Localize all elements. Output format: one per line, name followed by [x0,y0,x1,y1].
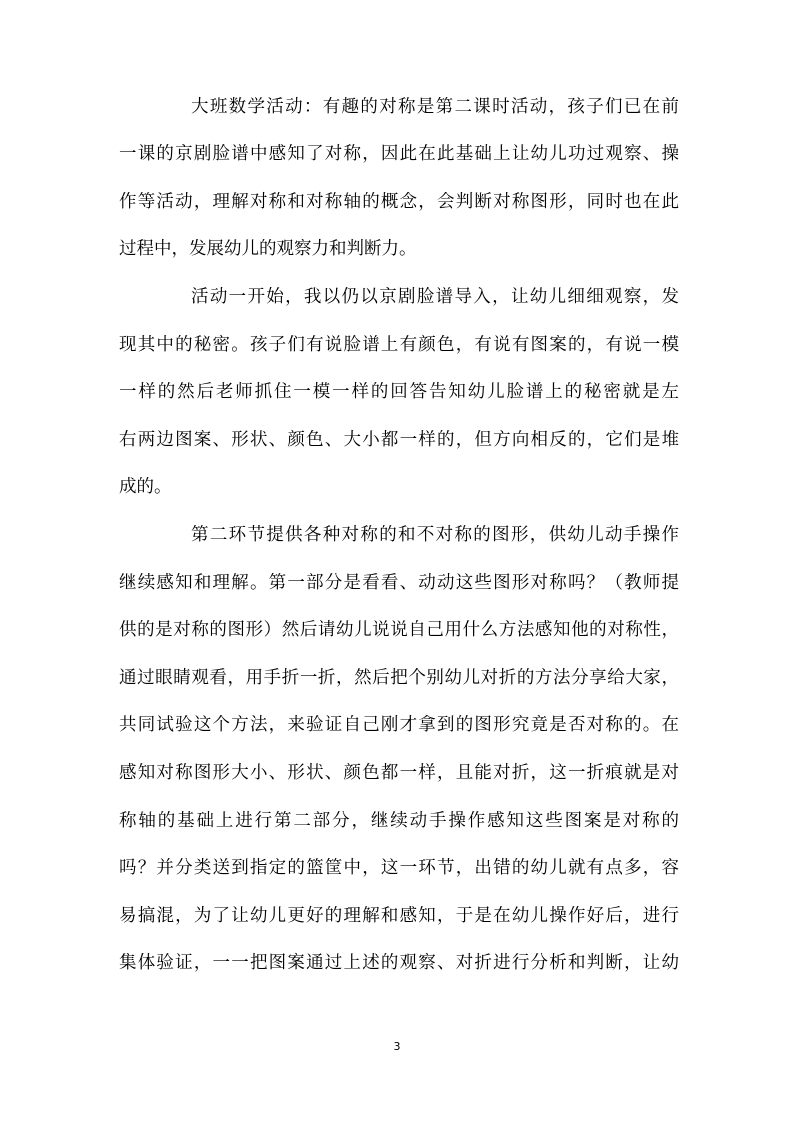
paragraph-1-line-3: 作等活动，理解对称和对称轴的概念，会判断对称图形，同时也在此 [119,192,679,212]
paragraph-3-line-10: 集体验证，一一把图案通过上述的观察、对折进行分析和判断，让幼 [119,953,679,973]
paragraph-3-line-4: 通过眼睛观看，用手折一折，然后把个别幼儿对折的方法分享给大家， [119,668,679,688]
paragraph-2-line-4: 右两边图案、形状、颜色、大小都一样的，但方向相反的，它们是堆 [119,430,679,450]
paragraph-3-line-9: 易搞混，为了让幼儿更好的理解和感知，于是在幼儿操作好后，进行 [119,906,679,926]
paragraph-2-line-1: 活动一开始，我以仍以京剧脸谱导入，让幼儿细细观察，发 [191,287,679,307]
paragraph-3-line-7: 称轴的基础上进行第二部分，继续动手操作感知这些图案是对称的 [119,811,679,831]
page-number: 3 [393,1040,401,1053]
paragraph-3-line-2: 继续感知和理解。第一部分是看看、动动这些图形对称吗？（教师提 [119,573,679,593]
paragraph-3-line-3: 供的是对称的图形）然后请幼儿说说自己用什么方法感知他的对称性， [119,620,679,640]
paragraph-1-line-4: 过程中，发展幼儿的观察力和判断力。 [119,239,417,259]
paragraph-2-line-2: 现其中的秘密。孩子们有说脸谱上有颜色，有说有图案的，有说一模 [119,335,679,355]
paragraph-3-line-6: 感知对称图形大小、形状、颜色都一样，且能对折，这一折痕就是对 [119,763,679,783]
paragraph-3-line-8: 吗？并分类送到指定的篮筐中，这一环节，出错的幼儿就有点多，容 [119,858,679,878]
paragraph-2-line-5: 成的。 [119,477,172,497]
paragraph-1-line-2: 一课的京剧脸谱中感知了对称，因此在此基础上让幼儿功过观察、操 [119,144,679,164]
paragraph-3-line-5: 共同试验这个方法，来验证自己刚才拿到的图形究竟是否对称的。在 [119,715,679,735]
paragraph-2-line-3: 一样的然后老师抓住一模一样的回答告知幼儿脸谱上的秘密就是左 [119,382,679,402]
paragraph-1-line-1: 大班数学活动：有趣的对称是第二课时活动，孩子们已在前 [191,97,679,117]
paragraph-3-line-1: 第二环节提供各种对称的和不对称的图形，供幼儿动手操作 [191,525,679,545]
